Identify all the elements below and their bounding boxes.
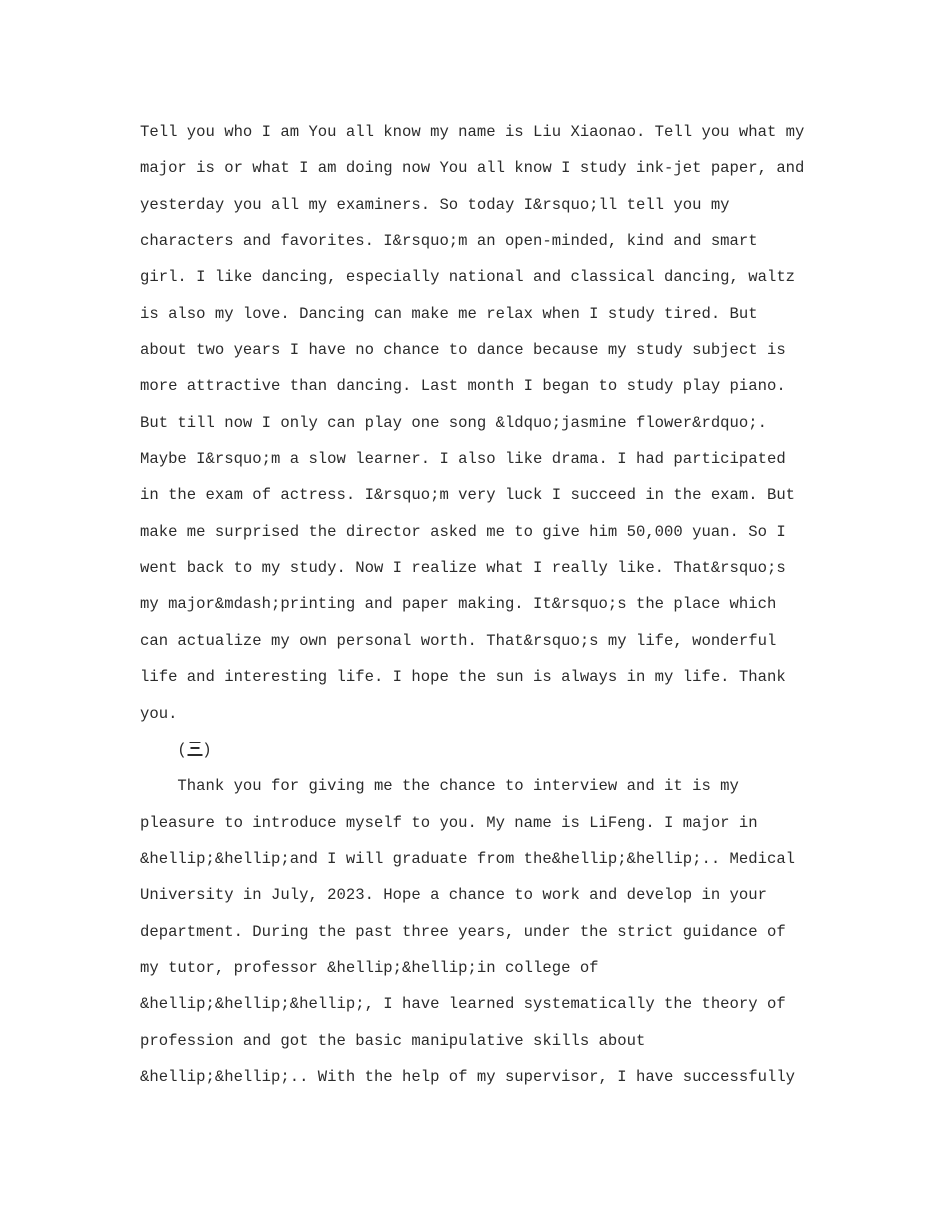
text-line: major is or what I am doing now You all know I study ink-jet paper, and xyxy=(140,159,805,178)
text-line: But till now I only can play one song &ldquo;jasmine flower&rdquo;. xyxy=(140,413,767,432)
text-line: &hellip;&hellip;.. With the help of my supervisor, I have successfully xyxy=(140,1067,796,1086)
text-line: Tell you who I am You all know my name is Liu Xiaonao. Tell you what my xyxy=(140,123,805,141)
text-line: &hellip;&hellip;and I will graduate from the&hellip;&hellip;.. Medical xyxy=(140,849,796,868)
text-line: can actualize my own personal worth. That&rsquo;s my life, wonderful xyxy=(140,631,777,650)
text-line: my major&mdash;printing and paper making. It&rsquo;s the place which xyxy=(140,595,777,614)
text-line: in the exam of actress. I&rsquo;m very luck I succeed in the exam. But xyxy=(140,486,796,505)
text-line: Thank you for giving me the chance to interview and it is my xyxy=(140,777,739,796)
document-text xyxy=(140,114,840,1095)
text-line: pleasure to introduce myself to you. My name is LiFeng. I major in xyxy=(140,813,758,832)
text-line: life and interesting life. I hope the sun is always in my life. Thank xyxy=(140,668,786,687)
text-line: ( ) xyxy=(140,740,212,759)
text-line: more attractive than dancing. Last month I began to study play piano. xyxy=(140,377,786,396)
text-line: Maybe I&rsquo;m a slow learner. I also like drama. I had participated xyxy=(140,450,786,469)
text-line: University in July, 2023. Hope a chance to work and develop in your xyxy=(140,886,767,905)
text-line: profession and got the basic manipulative skills about xyxy=(140,1031,646,1050)
text-line: about two years I have no chance to dance because my study subject is xyxy=(140,341,786,360)
cjk-three-glyph xyxy=(187,740,203,756)
text-line: characters and favorites. I&rsquo;m an open-minded, kind and smart xyxy=(140,232,758,251)
text-line: make me surprised the director asked me to give him 50,000 yuan. So I xyxy=(140,522,786,541)
text-line: went back to my study. Now I realize what I really like. That&rsquo;s xyxy=(140,559,786,578)
text-line: you. xyxy=(140,704,178,723)
text-line: yesterday you all my examiners. So today I&rsquo;ll tell you my xyxy=(140,195,730,214)
text-line: is also my love. Dancing can make me relax when I study tired. But xyxy=(140,304,758,323)
text-line: department. During the past three years, under the strict guidance of xyxy=(140,922,786,941)
text-line: &hellip;&hellip;&hellip;, I have learned systematically the theory of xyxy=(140,995,786,1014)
text-line: my tutor, professor &hellip;&hellip;in college of xyxy=(140,958,599,977)
text-line: girl. I like dancing, especially national and classical dancing, waltz xyxy=(140,268,796,287)
